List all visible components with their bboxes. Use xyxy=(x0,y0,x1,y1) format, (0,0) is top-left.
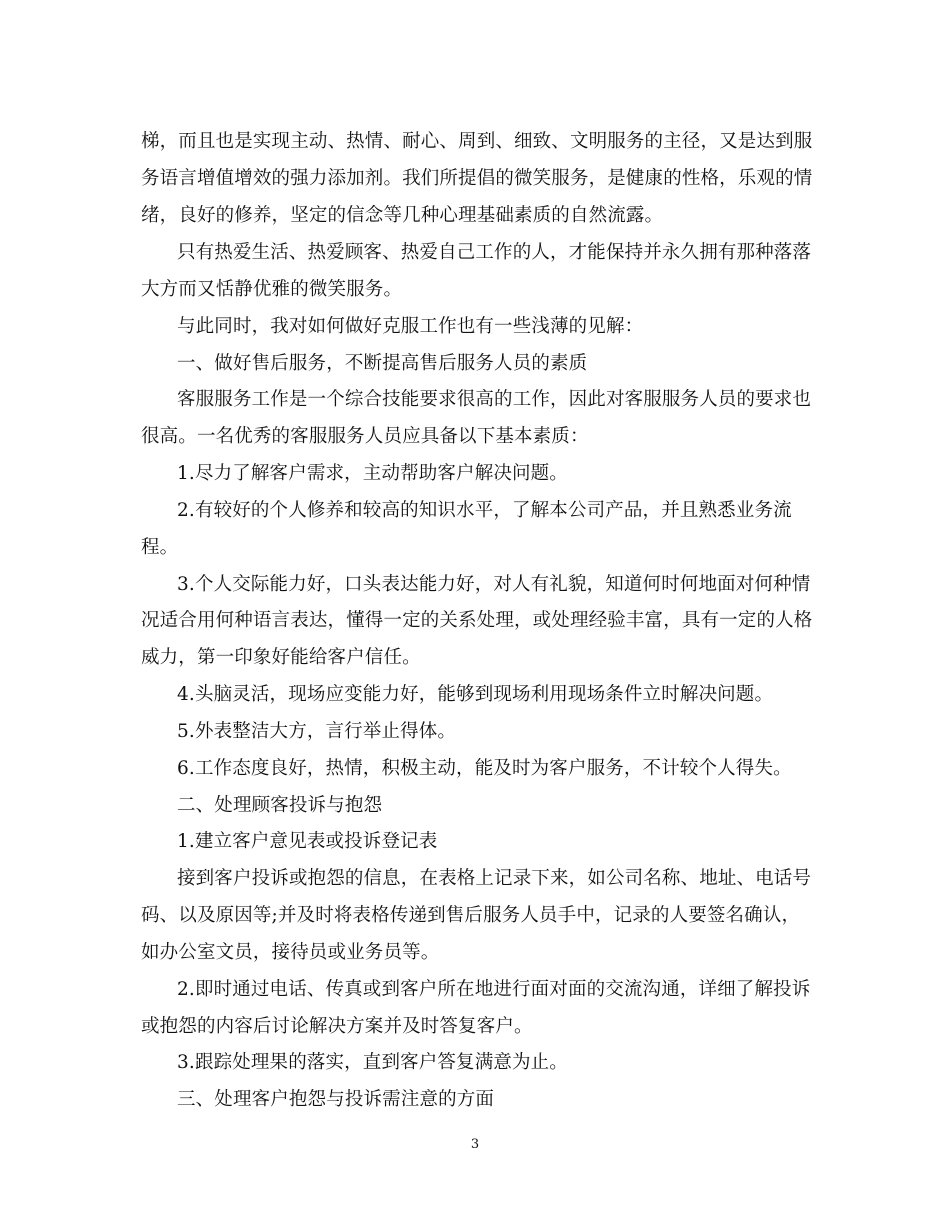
body-text-line: 如办公室文员，接待员或业务员等。 xyxy=(141,942,440,963)
body-text-line: 梯，而且也是实现主动、热情、耐心、周到、细致、文明服务的主径，又是达到服 xyxy=(141,131,813,152)
body-text-line: 客服服务工作是一个综合技能要求很高的工作，因此对客服服务人员的要求也 xyxy=(177,389,812,410)
body-text-line: 程。 xyxy=(141,537,179,558)
body-text-line: 接到客户投诉或抱怨的信息，在表格上记录下来，如公司名称、地址、电话号 xyxy=(177,868,812,889)
body-text-line: 只有热爱生活、热爱顾客、热爱自己工作的人，才能保持并永久拥有那种落落 xyxy=(177,242,812,263)
list-item: 2.有较好的个人修养和较高的知识水平，了解本公司产品，并且熟悉业务流 xyxy=(177,500,792,521)
list-item: 2.即时通过电话、传真或到客户所在地进行面对面的交流沟通，详细了解投诉 xyxy=(177,979,811,1000)
body-text-line: 码、以及原因等;并及时将表格传递到售后服务人员手中，记录的人要签名确认， xyxy=(141,905,801,926)
list-item: 5.外表整洁大方，言行举止得体。 xyxy=(177,721,457,742)
list-item: 1.建立客户意见表或投诉登记表 xyxy=(177,831,438,852)
list-item: 1.尽力了解客户需求，主动帮助客户解决问题。 xyxy=(177,463,568,484)
body-text-line: 况适合用何种语言表达，懂得一定的关系处理，或处理经验丰富，具有一定的人格 xyxy=(141,610,813,631)
body-text-line: 与此同时，我对如何做好克服工作也有一些浅薄的见解： xyxy=(177,316,644,337)
body-text-line: 大方而又恬静优雅的微笑服务。 xyxy=(141,279,403,300)
body-text-line: 绪，良好的修养，坚定的信念等几种心理基础素质的自然流露。 xyxy=(141,205,664,226)
body-text-line: 威力，第一印象好能给客户信任。 xyxy=(141,647,421,668)
body-text-line: 或抱怨的内容后讨论解决方案并及时答复客户。 xyxy=(141,1016,533,1037)
section-heading: 二、处理顾客投诉与抱怨 xyxy=(177,795,383,816)
page-number: 3 xyxy=(470,1137,480,1152)
body-text-line: 务语言增值增效的强力添加剂。我们所提倡的微笑服务，是健康的性格，乐观的情 xyxy=(141,168,813,189)
section-heading: 一、做好售后服务，不断提高售后服务人员的素质 xyxy=(177,353,588,374)
list-item: 6.工作态度良好，热情，积极主动，能及时为客户服务，不计较个人得失。 xyxy=(177,758,792,779)
list-item: 3.个人交际能力好，口头表达能力好，对人有礼貌，知道何时何地面对何种情 xyxy=(177,574,811,595)
body-text-line: 很高。一名优秀的客服服务人员应具备以下基本素质： xyxy=(141,426,589,447)
list-item: 4.头脑灵活，现场应变能力好，能够到现场利用现场条件立时解决问题。 xyxy=(177,684,774,705)
list-item: 3.跟踪处理果的落实，直到客户答复满意为止。 xyxy=(177,1052,568,1073)
section-heading: 三、处理客户抱怨与投诉需注意的方面 xyxy=(177,1089,495,1110)
